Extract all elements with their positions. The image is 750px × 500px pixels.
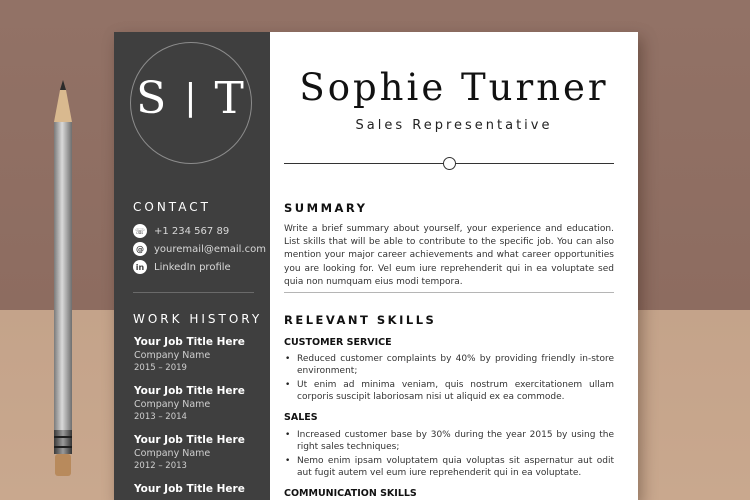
phone-icon: ☏	[133, 224, 147, 238]
resume-main	[270, 32, 638, 500]
monogram-badge	[130, 42, 252, 164]
monogram-last-initial: T	[214, 73, 246, 124]
job-title: Your Job Title Here	[134, 336, 245, 348]
resume-sheet	[114, 32, 638, 500]
skill-bullet-list	[284, 429, 614, 481]
job-title: Your Job Title Here	[134, 483, 245, 495]
linkedin-icon: in	[133, 260, 147, 274]
skill-bullet: • Increased customer base by 30% during the year 2015 by using the right sales techniques;	[284, 429, 614, 454]
skill-bullet: • Nemo enim ipsam voluptatem quia voluptas sit aspernatur aut odit aut fugit autem vel eum iure reprehenderit qui in ea voluptate.	[284, 455, 614, 480]
job-entry	[134, 483, 245, 495]
contact-email	[133, 241, 266, 257]
pencil-illustration	[51, 80, 75, 478]
summary-text: Write a brief summary about yourself, your experience and education. List skills that will be able to contribute to the specific job. You can also mention your major career achievements and what career opportunities you are looking for. Vel eum iure reprehenderit qui in ea voluptate sed quia non numquam eius modi tempora.	[284, 224, 614, 287]
job-entry	[134, 385, 245, 422]
skill-bullet: • Ut enim ad minima veniam, quis nostrum exercitationem ullam corporis suscipit laboriosam nisi ut aliquid ex ea commode.	[284, 379, 614, 404]
job-entry	[134, 336, 245, 373]
email-icon: @	[133, 242, 147, 256]
relevant-skills-heading: RELEVANT SKILLS	[284, 313, 437, 327]
job-years: 2015 – 2019	[134, 363, 187, 373]
skill-group-title: SALES	[284, 412, 318, 423]
job-company: Company Name	[134, 399, 211, 410]
candidate-name: Sophie Turner	[299, 66, 609, 109]
work-history-heading: WORK HISTORY	[133, 312, 263, 326]
job-title: Your Job Title Here	[134, 385, 245, 397]
job-years: 2012 – 2013	[134, 461, 187, 471]
contact-email-text: youremail@email.com	[154, 243, 266, 255]
skill-bullet: • Reduced customer complaints by 40% by providing friendly in-store environment;	[284, 353, 614, 378]
contact-linkedin-text: LinkedIn profile	[154, 261, 231, 273]
job-entry	[134, 434, 245, 471]
monogram-first-initial: S	[136, 73, 169, 124]
monogram	[131, 73, 251, 124]
sidebar-divider	[133, 292, 254, 293]
summary-heading: SUMMARY	[284, 201, 368, 215]
candidate-role: Sales Representative	[355, 118, 553, 133]
resume-sidebar	[114, 32, 270, 500]
skill-bullet-list	[284, 353, 614, 405]
contact-heading: CONTACT	[133, 200, 211, 214]
section-divider	[284, 292, 614, 293]
header-rule-circle	[443, 157, 456, 170]
job-title: Your Job Title Here	[134, 434, 245, 446]
job-company: Company Name	[134, 448, 211, 459]
contact-linkedin	[133, 259, 231, 275]
job-company: Company Name	[134, 350, 211, 361]
contact-phone	[133, 223, 229, 239]
job-years: 2013 – 2014	[134, 412, 187, 422]
contact-phone-text: +1 234 567 89	[154, 225, 230, 237]
skill-group-title: COMMUNICATION SKILLS	[284, 488, 417, 499]
skill-group-title: CUSTOMER SERVICE	[284, 337, 392, 348]
monogram-separator: |	[184, 77, 199, 118]
